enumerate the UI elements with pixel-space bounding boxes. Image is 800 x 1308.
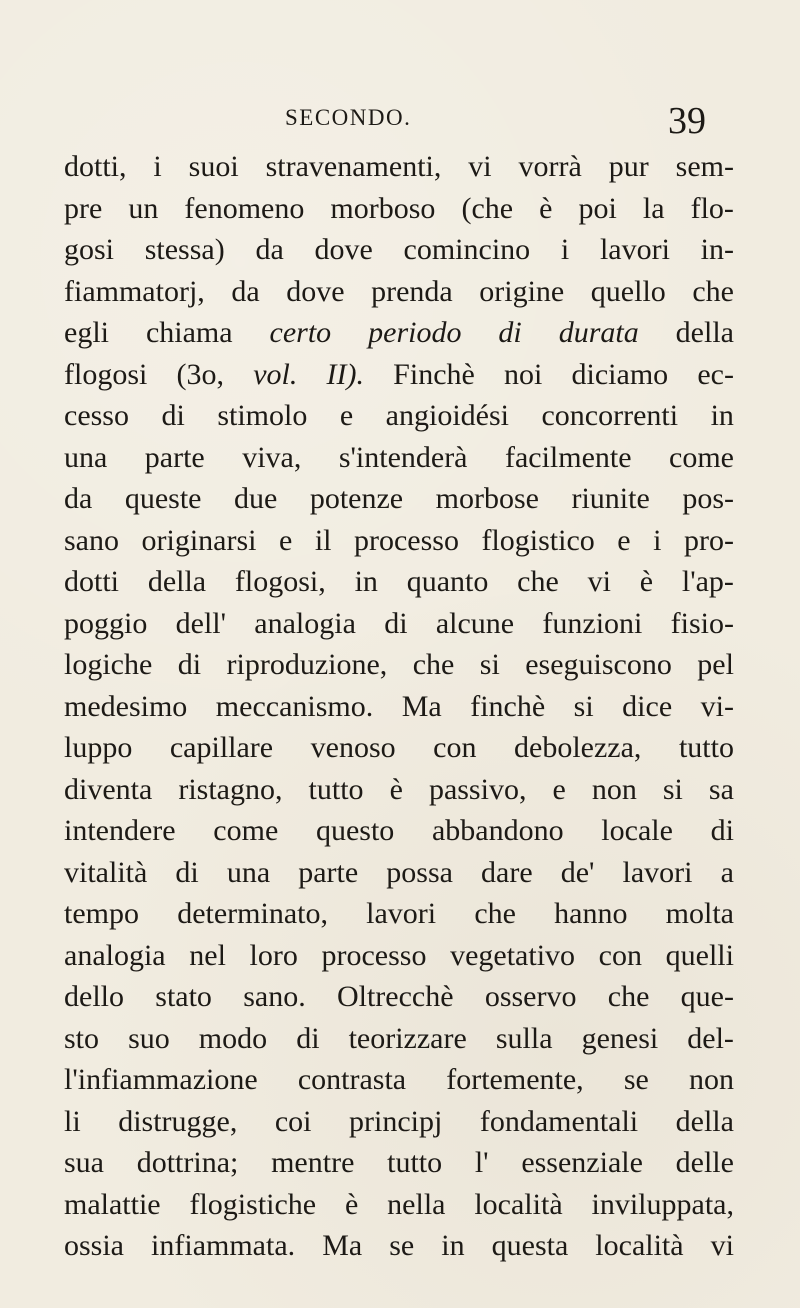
word: di bbox=[296, 1021, 320, 1055]
word: lavori bbox=[599, 233, 670, 266]
text-line bbox=[64, 229, 734, 271]
word: gosi bbox=[64, 233, 115, 266]
word: fondamentali bbox=[479, 1104, 639, 1138]
word: l' bbox=[474, 1146, 489, 1179]
word: morboso bbox=[330, 191, 436, 225]
word: fortemente, bbox=[446, 1063, 584, 1096]
word: sano. bbox=[243, 980, 306, 1013]
word: pre bbox=[64, 191, 103, 225]
word: intendere bbox=[64, 814, 176, 847]
word: viva, bbox=[242, 440, 302, 474]
word: lavori bbox=[622, 855, 693, 889]
word: con bbox=[598, 938, 642, 972]
word: flogistico bbox=[481, 523, 595, 557]
word: alcune bbox=[435, 606, 515, 640]
word: logiche bbox=[64, 648, 153, 681]
word: il bbox=[314, 523, 332, 557]
word: che bbox=[474, 897, 516, 930]
word: riunite bbox=[571, 482, 650, 515]
word: dotti, bbox=[64, 150, 127, 183]
word: vi bbox=[710, 1229, 734, 1262]
word: quelli bbox=[665, 938, 734, 972]
word: quanto bbox=[406, 565, 489, 598]
word: periodo bbox=[368, 316, 462, 349]
word: de' bbox=[560, 855, 595, 889]
word: venoso bbox=[310, 731, 396, 764]
word: stimolo bbox=[217, 399, 308, 432]
word: da bbox=[231, 274, 260, 308]
word: s'intenderà bbox=[338, 440, 468, 474]
word: che bbox=[517, 565, 559, 598]
word: che bbox=[412, 648, 455, 681]
word: passivo, bbox=[428, 772, 527, 806]
word: località bbox=[474, 1187, 563, 1221]
text-line bbox=[64, 271, 734, 313]
word: comincino bbox=[403, 233, 531, 266]
text-line bbox=[64, 603, 734, 645]
word: lavori bbox=[366, 897, 437, 930]
text-line bbox=[64, 727, 734, 769]
word: se bbox=[389, 1229, 415, 1262]
text-line bbox=[64, 478, 734, 520]
word: morbose bbox=[435, 482, 539, 515]
word: è bbox=[344, 1187, 359, 1221]
word: flogosi, bbox=[234, 565, 326, 598]
word: angioidési bbox=[385, 399, 509, 432]
word: vi- bbox=[700, 689, 734, 723]
word: in- bbox=[700, 233, 734, 266]
word: diventa bbox=[64, 772, 153, 806]
word: concorrenti bbox=[541, 399, 679, 432]
word: sem- bbox=[675, 150, 734, 183]
word: tempo bbox=[64, 897, 139, 930]
text-line bbox=[64, 146, 734, 188]
word: fisio- bbox=[670, 606, 734, 640]
text-line bbox=[64, 852, 734, 894]
word: flogistiche bbox=[189, 1187, 317, 1221]
word: stravenamenti, bbox=[265, 150, 442, 183]
word: tutto bbox=[678, 731, 734, 764]
word: di bbox=[498, 316, 522, 349]
word: loro bbox=[249, 938, 298, 972]
word: ossia bbox=[64, 1229, 124, 1262]
text-line bbox=[64, 1142, 734, 1184]
word: mentre bbox=[271, 1146, 355, 1179]
word: di bbox=[161, 399, 185, 432]
text-line bbox=[64, 935, 734, 977]
word: (3o, bbox=[176, 357, 225, 391]
word: genesi bbox=[581, 1021, 659, 1055]
word: prenda bbox=[371, 274, 453, 308]
word: sano bbox=[64, 523, 119, 557]
word: a bbox=[720, 855, 734, 889]
word: meccanismo. bbox=[215, 689, 374, 723]
word: Ma bbox=[401, 689, 442, 723]
word: e bbox=[339, 399, 354, 432]
word: dell' bbox=[175, 606, 227, 640]
word: stato bbox=[155, 980, 212, 1013]
word: que- bbox=[680, 980, 734, 1013]
text-line bbox=[64, 769, 734, 811]
word: ec- bbox=[697, 357, 734, 391]
text-line bbox=[64, 1101, 734, 1143]
word: processo bbox=[321, 938, 427, 972]
word: è bbox=[639, 565, 654, 598]
word: vol. bbox=[253, 357, 298, 391]
word: pur bbox=[608, 150, 649, 183]
word: i bbox=[560, 233, 570, 266]
word: dello bbox=[64, 980, 124, 1013]
running-header bbox=[0, 101, 800, 145]
word: sua bbox=[64, 1146, 104, 1179]
word: Finchè bbox=[393, 357, 475, 391]
word: questo bbox=[315, 814, 395, 847]
word: teorizzare bbox=[348, 1021, 467, 1055]
word: suoi bbox=[188, 150, 239, 183]
text-line bbox=[64, 1059, 734, 1101]
word: analogia bbox=[64, 938, 166, 972]
word: e bbox=[617, 523, 631, 557]
word: e bbox=[552, 772, 566, 806]
word: vi bbox=[587, 565, 611, 598]
word: suo bbox=[128, 1021, 170, 1055]
word: quello bbox=[590, 274, 666, 308]
text-line bbox=[64, 810, 734, 852]
word: tutto bbox=[387, 1146, 443, 1179]
word: processo bbox=[353, 523, 459, 557]
word: diciamo bbox=[571, 357, 669, 391]
word: noi bbox=[504, 357, 543, 391]
text-line bbox=[64, 354, 734, 396]
word: da bbox=[255, 233, 284, 266]
word: finchè bbox=[470, 689, 546, 723]
word: modo bbox=[198, 1021, 268, 1055]
word: contrasta bbox=[297, 1063, 407, 1096]
word: se bbox=[623, 1063, 649, 1096]
text-line bbox=[64, 437, 734, 479]
word: coi bbox=[274, 1104, 312, 1138]
word: Oltrecchè bbox=[336, 980, 454, 1013]
word: egli bbox=[64, 316, 109, 349]
word: dottrina; bbox=[136, 1146, 239, 1179]
word: dice bbox=[622, 689, 673, 723]
word: della bbox=[675, 1104, 734, 1138]
word: che bbox=[692, 274, 734, 308]
word: sto bbox=[64, 1021, 100, 1055]
word: in bbox=[441, 1229, 465, 1262]
page-number: 39 bbox=[668, 100, 706, 142]
word: locale bbox=[601, 814, 673, 847]
word: di bbox=[710, 814, 734, 847]
word: eseguiscono bbox=[525, 648, 672, 681]
word: medesimo bbox=[64, 689, 188, 723]
body-text bbox=[64, 146, 734, 1267]
word: pos- bbox=[682, 482, 734, 515]
text-line bbox=[64, 520, 734, 562]
text-line bbox=[64, 686, 734, 728]
text-line bbox=[64, 976, 734, 1018]
word: di bbox=[175, 855, 199, 889]
word: (che bbox=[461, 191, 514, 225]
word: località bbox=[595, 1229, 684, 1262]
word: questa bbox=[491, 1229, 569, 1262]
word: fenomeno bbox=[184, 191, 305, 225]
word: tutto bbox=[308, 772, 364, 806]
word: capillare bbox=[169, 731, 274, 764]
word: possa bbox=[386, 855, 453, 889]
word: dare bbox=[481, 855, 533, 889]
text-line bbox=[64, 644, 734, 686]
word: nella bbox=[387, 1187, 446, 1221]
word: vitalità bbox=[64, 855, 148, 889]
word: ristagno, bbox=[178, 772, 283, 806]
word: si bbox=[479, 648, 500, 681]
word: Ma bbox=[322, 1229, 363, 1262]
word: poggio bbox=[64, 606, 148, 640]
word: di bbox=[177, 648, 202, 681]
word: parte bbox=[298, 855, 359, 889]
word: molta bbox=[665, 897, 734, 930]
word: in bbox=[354, 565, 378, 598]
text-line bbox=[64, 312, 734, 354]
word: abbandono bbox=[431, 814, 564, 847]
word: pro- bbox=[683, 523, 734, 557]
word: vi bbox=[468, 150, 492, 183]
word: origine bbox=[479, 274, 565, 308]
word: II). bbox=[326, 357, 364, 391]
word: sulla bbox=[495, 1021, 553, 1055]
word: analogia bbox=[254, 606, 356, 640]
word: inviluppata, bbox=[591, 1187, 734, 1221]
word: certo bbox=[269, 316, 332, 349]
word: dove bbox=[286, 274, 345, 308]
word: della bbox=[147, 565, 207, 598]
word: delle bbox=[675, 1146, 734, 1179]
word: pel bbox=[697, 648, 734, 681]
word: è bbox=[389, 772, 403, 806]
word: con bbox=[433, 731, 477, 764]
word: flo- bbox=[690, 191, 734, 225]
word: debolezza, bbox=[514, 731, 642, 764]
word: l'infiammazione bbox=[64, 1063, 258, 1096]
word: si bbox=[573, 689, 594, 723]
word: e bbox=[278, 523, 293, 557]
word: dotti bbox=[64, 565, 120, 598]
word: una bbox=[64, 440, 108, 474]
word: cesso bbox=[64, 399, 129, 432]
word: poi bbox=[578, 191, 617, 225]
word: originarsi bbox=[141, 523, 257, 557]
word: si bbox=[662, 772, 683, 806]
word: che bbox=[607, 980, 650, 1013]
word: nel bbox=[189, 938, 226, 972]
word: sa bbox=[708, 772, 734, 806]
word: i bbox=[153, 150, 162, 183]
word: i bbox=[653, 523, 662, 557]
word: riproduzione, bbox=[226, 648, 388, 681]
word: stessa) bbox=[144, 233, 225, 266]
word: un bbox=[128, 191, 159, 225]
text-line bbox=[64, 893, 734, 935]
word: principj bbox=[349, 1104, 443, 1138]
word: infiammata. bbox=[151, 1229, 296, 1262]
word: una bbox=[226, 855, 271, 889]
word: parte bbox=[144, 440, 205, 474]
word: in bbox=[710, 399, 734, 432]
word: l'ap- bbox=[681, 565, 734, 598]
word: funzioni bbox=[542, 606, 643, 640]
word: durata bbox=[558, 316, 639, 349]
word: malattie bbox=[64, 1187, 161, 1221]
word: queste bbox=[124, 482, 202, 515]
word: di bbox=[384, 606, 408, 640]
word: come bbox=[669, 440, 734, 474]
text-line bbox=[64, 188, 734, 230]
text-line bbox=[64, 1225, 734, 1267]
word: flogosi bbox=[64, 357, 148, 391]
chapter-heading: SECONDO. bbox=[285, 105, 412, 130]
word: due bbox=[234, 482, 278, 515]
text-line bbox=[64, 1018, 734, 1060]
text-line bbox=[64, 395, 734, 437]
word: li bbox=[64, 1104, 81, 1138]
word: facilmente bbox=[504, 440, 632, 474]
word: la bbox=[642, 191, 665, 225]
word: del- bbox=[687, 1021, 734, 1055]
word: potenze bbox=[309, 482, 404, 515]
word: come bbox=[213, 814, 279, 847]
word: chiama bbox=[145, 316, 233, 349]
word: osservo bbox=[484, 980, 577, 1013]
word: essenziale bbox=[521, 1146, 643, 1179]
word: della bbox=[675, 316, 734, 349]
word: determinato, bbox=[177, 897, 328, 930]
text-line bbox=[64, 561, 734, 603]
word: vegetativo bbox=[450, 938, 576, 972]
text-line bbox=[64, 1184, 734, 1226]
word: distrugge, bbox=[118, 1104, 238, 1138]
word: non bbox=[688, 1063, 734, 1096]
word: dove bbox=[314, 233, 373, 266]
word: vorrà bbox=[518, 150, 582, 183]
word: da bbox=[64, 482, 93, 515]
word: è bbox=[539, 191, 553, 225]
word: luppo bbox=[64, 731, 133, 764]
word: non bbox=[591, 772, 637, 806]
word: hanno bbox=[554, 897, 628, 930]
word: fiammatorj, bbox=[64, 274, 205, 308]
